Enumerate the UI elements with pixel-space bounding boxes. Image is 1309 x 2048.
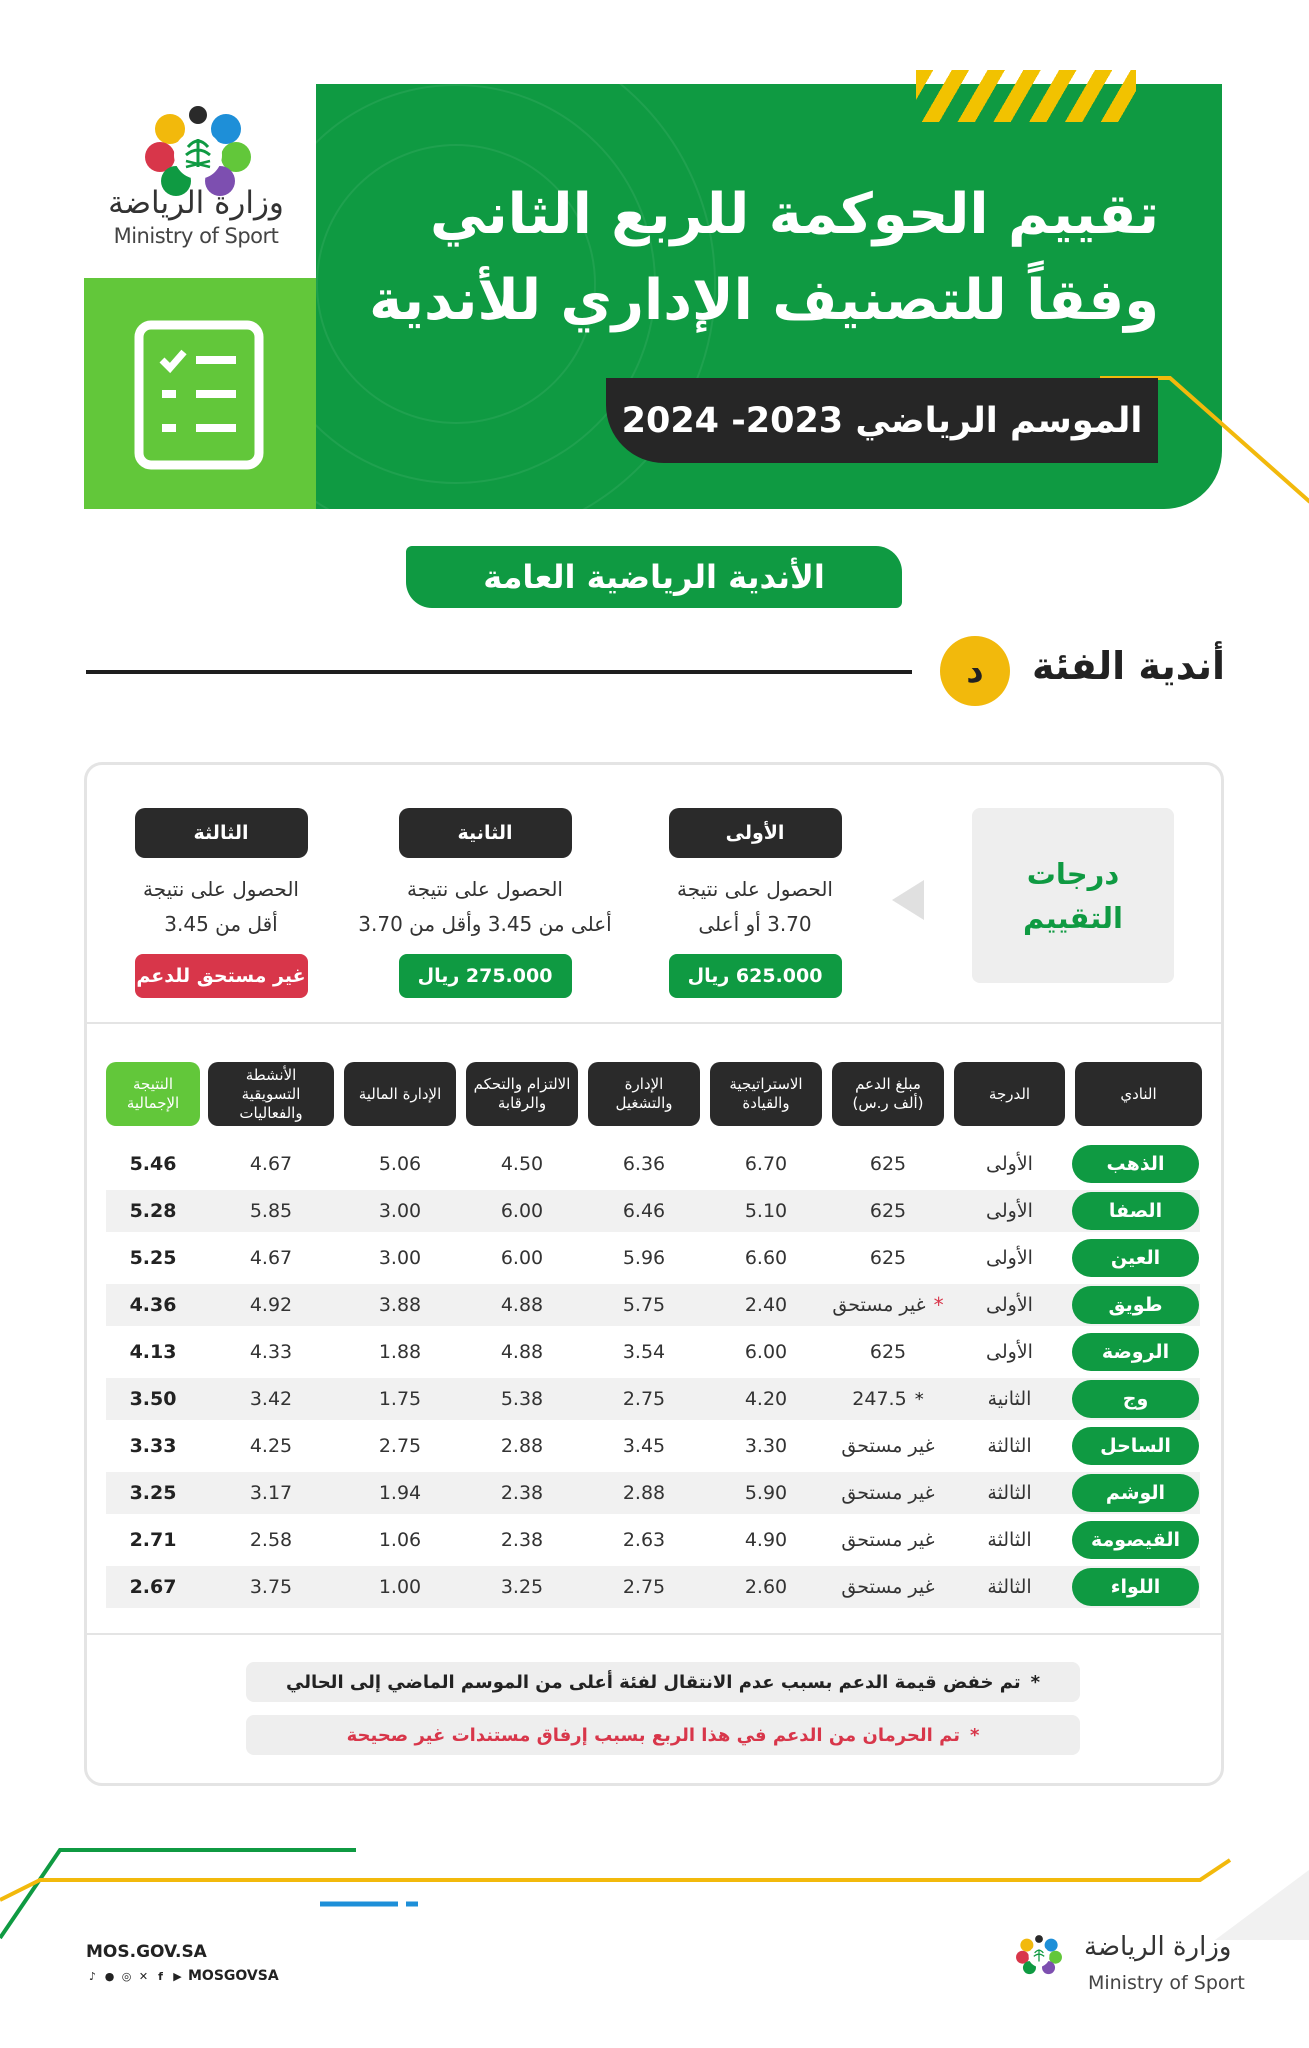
- cell-value: 4.90: [744, 1529, 788, 1551]
- cell-strategy: [710, 1284, 822, 1326]
- table-row: [106, 1472, 1200, 1514]
- header-marketing-line1: الأنشطة: [245, 1065, 297, 1084]
- legend-title-line2: التقييم: [1023, 900, 1123, 935]
- cell-marketing: [208, 1519, 334, 1561]
- club-name: وج: [1072, 1380, 1199, 1418]
- cell-admin: [588, 1237, 700, 1279]
- cell-value: 2.75: [622, 1576, 666, 1598]
- cell-marketing: [208, 1143, 334, 1185]
- cell-grade: [954, 1378, 1065, 1420]
- cell-support: [832, 1566, 944, 1608]
- grade-desc-line1: الحصول على نتيجة: [143, 877, 299, 901]
- cell-value: 2.75: [378, 1435, 422, 1457]
- header-strategy: [710, 1062, 822, 1126]
- table-row: [106, 1237, 1200, 1279]
- cell-value: 2.58: [249, 1529, 293, 1551]
- logo-text-english: Ministry of Sport: [113, 224, 279, 248]
- cell-admin: [588, 1143, 700, 1185]
- cell-strategy: [710, 1425, 822, 1467]
- cell-compliance: [466, 1143, 578, 1185]
- grade-desc-line2: 3.70 أو أعلى: [698, 912, 812, 936]
- cell-value: الثالثة: [987, 1435, 1032, 1457]
- cell-marketing: [208, 1378, 334, 1420]
- header-strategy-line2: والقيادة: [742, 1094, 790, 1112]
- grade-amount: غير مستحق للدعم: [135, 954, 308, 998]
- cell-admin: [588, 1190, 700, 1232]
- cell-total: [106, 1566, 200, 1608]
- season-label: الموسم الرياضي 2023- 2024: [606, 378, 1158, 463]
- cell-value: 3.25: [129, 1482, 177, 1504]
- header-support-line1: مبلغ الدعم: [855, 1075, 921, 1093]
- table-row: [106, 1378, 1200, 1420]
- table-row: [106, 1143, 1200, 1185]
- cell-grade: [954, 1190, 1065, 1232]
- cell-grade: [954, 1425, 1065, 1467]
- category-letter-badge: د: [940, 636, 1010, 706]
- tiktok-icon[interactable]: ♪: [88, 1969, 97, 1983]
- cell-support: [832, 1472, 944, 1514]
- page-title-line2: وفقاً للتصنيف الإداري للأندية: [369, 268, 1159, 333]
- cell-value: غير مستحق: [841, 1482, 935, 1504]
- cell-value: 2.67: [129, 1576, 177, 1598]
- cell-value: 3.25: [500, 1576, 544, 1598]
- youtube-icon[interactable]: ▶: [173, 1969, 182, 1983]
- header-total-line2: الإجمالية: [126, 1094, 180, 1112]
- cell-value: 2.38: [500, 1482, 544, 1504]
- grade-description: [620, 872, 890, 942]
- cell-value: الثالثة: [987, 1529, 1032, 1551]
- grade-desc-line2: أقل من 3.45: [164, 912, 278, 936]
- cell-value: 6.60: [744, 1247, 788, 1269]
- cell-value: 5.90: [744, 1482, 788, 1504]
- note-star-icon: *: [1030, 1671, 1041, 1693]
- cell-value: 6.00: [500, 1200, 544, 1222]
- cell-value: 2.75: [622, 1388, 666, 1410]
- cell-total: [106, 1519, 200, 1561]
- cell-strategy: [710, 1190, 822, 1232]
- cell-value: 4.13: [129, 1341, 177, 1363]
- header-admin-line1: الإدارة: [624, 1075, 664, 1093]
- cell-admin: [588, 1519, 700, 1561]
- club-name: الصفا: [1072, 1192, 1199, 1230]
- cell-value: 4.88: [500, 1341, 544, 1363]
- legend-arrow-icon: [892, 880, 924, 920]
- cell-value: 2.71: [129, 1529, 177, 1551]
- footer-social: [86, 1968, 279, 1984]
- cell-value: 5.25: [129, 1247, 177, 1269]
- cell-value: 1.88: [378, 1341, 422, 1363]
- cell-value: 3.54: [622, 1341, 666, 1363]
- header-marketing: [208, 1062, 334, 1126]
- cell-value: 1.06: [378, 1529, 422, 1551]
- footer-logo-icon: [1000, 1928, 1078, 2002]
- cell-value: 4.67: [249, 1247, 293, 1269]
- cell-value: الثالثة: [987, 1482, 1032, 1504]
- page-title: [339, 172, 1159, 344]
- note-star-icon: *: [969, 1724, 980, 1746]
- cell-compliance: [466, 1331, 578, 1373]
- cell-value: 3.30: [744, 1435, 788, 1457]
- cell-strategy: [710, 1331, 822, 1373]
- club-name: القيصومة: [1072, 1521, 1199, 1559]
- cell-value: غير مستحق: [841, 1435, 935, 1457]
- cell-admin: [588, 1331, 700, 1373]
- card-divider-top: [87, 1022, 1221, 1024]
- cell-support: [832, 1237, 944, 1279]
- cell-total: [106, 1284, 200, 1326]
- cell-total: [106, 1143, 200, 1185]
- cell-value: 5.06: [378, 1153, 422, 1175]
- cell-admin: [588, 1425, 700, 1467]
- header-strategy-line1: الاستراتيجية: [729, 1075, 803, 1093]
- cell-total: [106, 1425, 200, 1467]
- cell-grade: [954, 1331, 1065, 1373]
- cell-value: غير مستحق: [841, 1529, 935, 1551]
- cell-value: 2.38: [500, 1529, 544, 1551]
- grade-desc-line2: أعلى من 3.45 وأقل من 3.70: [358, 912, 612, 936]
- star-icon: *: [933, 1293, 944, 1317]
- cell-support: [832, 1378, 944, 1420]
- cell-total: [106, 1472, 200, 1514]
- cell-finance: [344, 1284, 456, 1326]
- cell-value: الأولى: [986, 1341, 1033, 1363]
- cell-value: 5.85: [249, 1200, 293, 1222]
- table-row: [106, 1331, 1200, 1373]
- grade-third: [86, 808, 356, 998]
- header-finance: الإدارة المالية: [344, 1062, 456, 1126]
- cell-marketing: [208, 1566, 334, 1608]
- cell-value: الثالثة: [987, 1576, 1032, 1598]
- cell-value: 625: [869, 1200, 907, 1222]
- club-name: الساحل: [1072, 1427, 1199, 1465]
- cell-marketing: [208, 1331, 334, 1373]
- cell-value: 6.36: [622, 1153, 666, 1175]
- cell-total: [106, 1378, 200, 1420]
- cell-marketing: [208, 1190, 334, 1232]
- cell-value: 4.20: [744, 1388, 788, 1410]
- cell-value: 2.63: [622, 1529, 666, 1551]
- star-icon: *: [914, 1388, 924, 1410]
- cell-value: 4.25: [249, 1435, 293, 1457]
- cell-compliance: [466, 1519, 578, 1561]
- club-name: طويق: [1072, 1286, 1199, 1324]
- header-admin: [588, 1062, 700, 1126]
- cell-value: 5.38: [500, 1388, 544, 1410]
- cell-value: الأولى: [986, 1153, 1033, 1175]
- logo-text-arabic: وزارة الرياضة: [108, 185, 284, 221]
- cell-strategy: [710, 1143, 822, 1185]
- cell-value: 3.33: [129, 1435, 177, 1457]
- club-name: العين: [1072, 1239, 1199, 1277]
- cell-support: [832, 1284, 944, 1326]
- cell-finance: [344, 1331, 456, 1373]
- club-name: الذهب: [1072, 1145, 1199, 1183]
- table-row: [106, 1190, 1200, 1232]
- cell-value: 5.75: [622, 1294, 666, 1316]
- facebook-icon[interactable]: f: [158, 1969, 163, 1983]
- cell-value: 2.88: [622, 1482, 666, 1504]
- cell-support: [832, 1143, 944, 1185]
- note-reduced-support: [246, 1662, 1080, 1702]
- page-title-line1: تقييم الحوكمة للربع الثاني: [429, 182, 1159, 247]
- cell-support: [832, 1331, 944, 1373]
- cell-compliance: [466, 1378, 578, 1420]
- cell-value: 6.70: [744, 1153, 788, 1175]
- cell-finance: [344, 1519, 456, 1561]
- cell-value: 4.88: [500, 1294, 544, 1316]
- cell-finance: [344, 1143, 456, 1185]
- header-compliance: [466, 1062, 578, 1126]
- cell-admin: [588, 1566, 700, 1608]
- cell-value: 3.75: [249, 1576, 293, 1598]
- club-name: اللواء: [1072, 1568, 1199, 1606]
- header-admin-line2: والتشغيل: [615, 1094, 673, 1112]
- cell-grade: [954, 1143, 1065, 1185]
- cell-value: 2.88: [500, 1435, 544, 1457]
- cell-value: 5.28: [129, 1200, 177, 1222]
- cell-finance: [344, 1190, 456, 1232]
- cell-value: 6.46: [622, 1200, 666, 1222]
- yellow-stripes: [916, 70, 1136, 122]
- cell-value: 4.67: [249, 1153, 293, 1175]
- cell-value: 6.00: [744, 1341, 788, 1363]
- cell-value: الأولى: [986, 1294, 1033, 1316]
- cell-marketing: [208, 1284, 334, 1326]
- cell-value: 4.92: [249, 1294, 293, 1316]
- cell-admin: [588, 1472, 700, 1514]
- cell-grade: [954, 1566, 1065, 1608]
- cell-grade: [954, 1284, 1065, 1326]
- club-name: الروضة: [1072, 1333, 1199, 1371]
- grade-description: [86, 872, 356, 942]
- cell-value: 1.75: [378, 1388, 422, 1410]
- cell-value: 3.50: [129, 1388, 177, 1410]
- cell-value: 247.5: [852, 1388, 907, 1410]
- header-total-line1: النتيجة: [132, 1075, 174, 1093]
- checklist-icon: [134, 320, 264, 470]
- cell-strategy: [710, 1472, 822, 1514]
- grade-amount: 275.000 ريال: [399, 954, 572, 998]
- footer-lines: [0, 1820, 1309, 1940]
- card-divider-bottom: [87, 1633, 1221, 1635]
- cell-finance: [344, 1237, 456, 1279]
- cell-compliance: [466, 1566, 578, 1608]
- cell-marketing: [208, 1237, 334, 1279]
- grade-description: [350, 872, 620, 942]
- grade-label: الثانية: [399, 808, 572, 858]
- footer-website[interactable]: MOS.GOV.SA: [86, 1942, 207, 1962]
- cell-compliance: [466, 1472, 578, 1514]
- cell-total: [106, 1190, 200, 1232]
- cell-compliance: [466, 1284, 578, 1326]
- footer-handle: MOSGOVSA: [188, 1968, 279, 1984]
- category-title: أندية الفئة: [1032, 644, 1225, 688]
- instagram-icon[interactable]: ◎: [121, 1969, 132, 1983]
- header-support-line2: (ألف ر.س): [852, 1094, 924, 1112]
- cell-strategy: [710, 1378, 822, 1420]
- category-divider: [86, 670, 912, 674]
- cell-value: الأولى: [986, 1247, 1033, 1269]
- note-text: تم خفض قيمة الدعم بسبب عدم الانتقال لفئة أعلى من الموسم الماضي إلى الحالي: [285, 1671, 1021, 1693]
- cell-value: غير مستحق: [832, 1294, 926, 1316]
- cell-support: [832, 1190, 944, 1232]
- cell-admin: [588, 1284, 700, 1326]
- cell-admin: [588, 1378, 700, 1420]
- header-compliance-line1: الالتزام والتحكم: [473, 1075, 571, 1093]
- cell-grade: [954, 1237, 1065, 1279]
- cell-value: 2.60: [744, 1576, 788, 1598]
- table-row: [106, 1566, 1200, 1608]
- snapchat-icon[interactable]: ●: [104, 1969, 115, 1983]
- header-support: [832, 1062, 944, 1126]
- grade-label: الأولى: [669, 808, 842, 858]
- grade-label: الثالثة: [135, 808, 308, 858]
- table-row: [106, 1519, 1200, 1561]
- club-name: الوشم: [1072, 1474, 1199, 1512]
- cell-value: الأولى: [986, 1200, 1033, 1222]
- grade-desc-line1: الحصول على نتيجة: [677, 877, 833, 901]
- cell-total: [106, 1331, 200, 1373]
- cell-strategy: [710, 1519, 822, 1561]
- grade-desc-line1: الحصول على نتيجة: [407, 877, 563, 901]
- cell-grade: [954, 1472, 1065, 1514]
- cell-value: 3.00: [378, 1200, 422, 1222]
- cell-strategy: [710, 1566, 822, 1608]
- header-club: النادي: [1075, 1062, 1202, 1126]
- cell-finance: [344, 1378, 456, 1420]
- header-grade: الدرجة: [954, 1062, 1065, 1126]
- cell-value: 2.40: [744, 1294, 788, 1316]
- cell-support: [832, 1425, 944, 1467]
- cell-value: 1.00: [378, 1576, 422, 1598]
- cell-finance: [344, 1566, 456, 1608]
- table-row: [106, 1284, 1200, 1326]
- header-marketing-line2: التسويقية: [241, 1084, 301, 1103]
- cell-value: الثانية: [987, 1388, 1032, 1410]
- cell-marketing: [208, 1425, 334, 1467]
- legend-title-line1: درجات: [1026, 856, 1120, 891]
- footer-logo-english: Ministry of Sport: [1088, 1972, 1245, 1994]
- note-text: تم الحرمان من الدعم في هذا الربع بسبب إرفاق مستندات غير صحيحة: [346, 1724, 960, 1746]
- cell-compliance: [466, 1237, 578, 1279]
- cell-value: 1.94: [378, 1482, 422, 1504]
- cell-finance: [344, 1472, 456, 1514]
- cell-grade: [954, 1519, 1065, 1561]
- header-total: [106, 1062, 200, 1126]
- cell-value: 3.42: [249, 1388, 293, 1410]
- note-denied-support: [246, 1715, 1080, 1755]
- cell-value: 625: [869, 1153, 907, 1175]
- cell-value: 5.10: [744, 1200, 788, 1222]
- cell-value: 5.96: [622, 1247, 666, 1269]
- cell-marketing: [208, 1472, 334, 1514]
- table-row: [106, 1425, 1200, 1467]
- grade-second: [350, 808, 620, 998]
- cell-value: 3.88: [378, 1294, 422, 1316]
- cell-value: 6.00: [500, 1247, 544, 1269]
- header-marketing-line3: والفعاليات: [239, 1103, 303, 1122]
- cell-total: [106, 1237, 200, 1279]
- cell-value: 3.00: [378, 1247, 422, 1269]
- cell-finance: [344, 1425, 456, 1467]
- cell-compliance: [466, 1425, 578, 1467]
- cell-value: 625: [869, 1247, 907, 1269]
- grade-first: [620, 808, 890, 998]
- x-icon[interactable]: ✕: [138, 1969, 149, 1983]
- cell-value: 625: [869, 1341, 907, 1363]
- cell-compliance: [466, 1190, 578, 1232]
- cell-support: [832, 1519, 944, 1561]
- cell-value: 4.36: [129, 1294, 177, 1316]
- header-compliance-line2: والرقابة: [497, 1094, 547, 1112]
- cell-value: 5.46: [129, 1153, 177, 1175]
- cell-value: 4.50: [500, 1153, 544, 1175]
- cell-value: 3.17: [249, 1482, 293, 1504]
- cell-value: غير مستحق: [841, 1576, 935, 1598]
- legend-title-box: [972, 808, 1174, 983]
- cell-strategy: [710, 1237, 822, 1279]
- footer-logo-arabic: وزارة الرياضة: [1084, 1932, 1232, 1962]
- cell-value: 3.45: [622, 1435, 666, 1457]
- cell-value: 4.33: [249, 1341, 293, 1363]
- grade-amount: 625.000 ريال: [669, 954, 842, 998]
- section-title: الأندية الرياضية العامة: [406, 546, 902, 608]
